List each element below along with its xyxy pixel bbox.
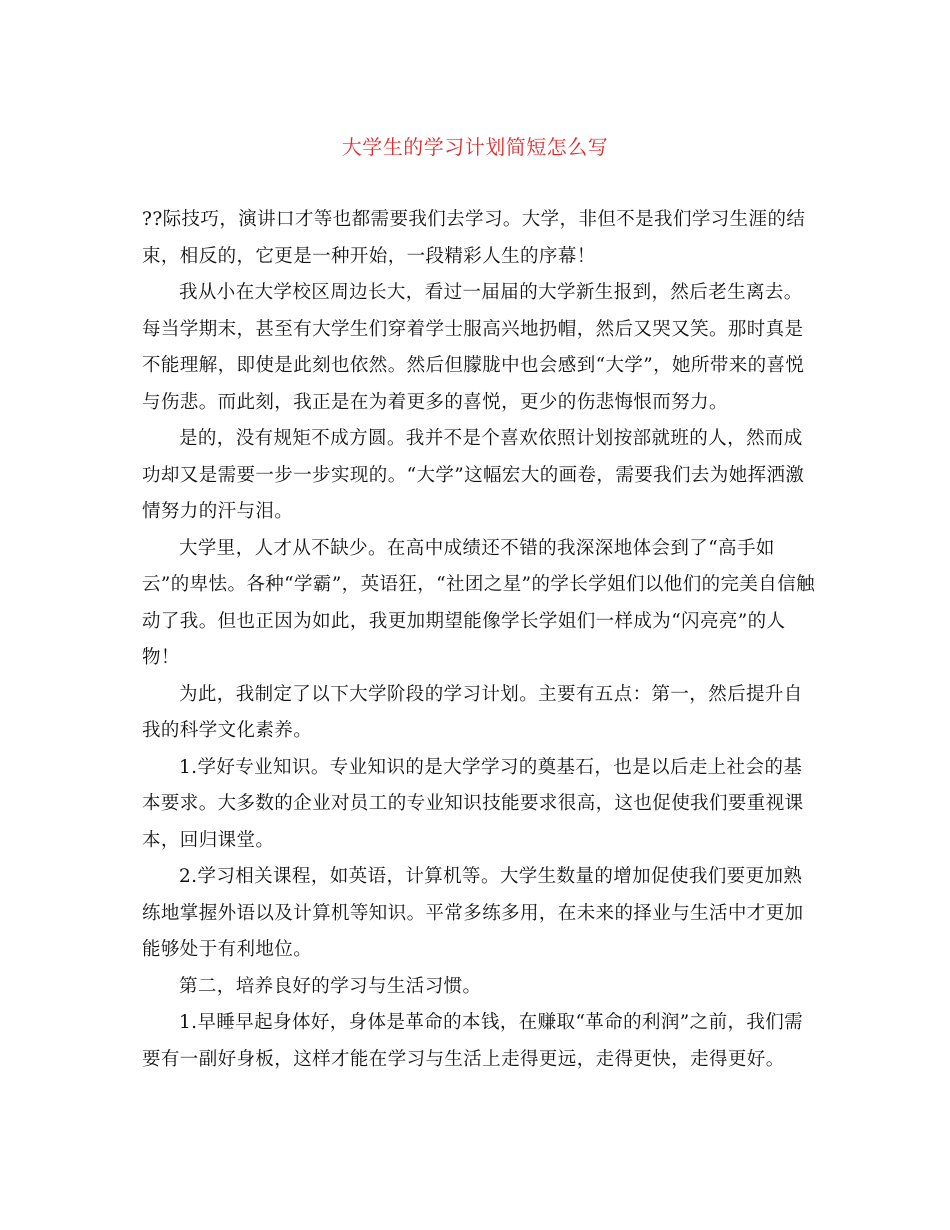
body-line: 1.早睡早起身体好，身体是革命的本钱，在赚取“革命的利润”之前，我们需 xyxy=(179,1012,804,1033)
body-line: 与伤悲。而此刻，我正是在为着更多的喜悦，更少的伤悲悔恨而努力。 xyxy=(142,391,728,413)
body-line: 1.学好专业知识。专业知识的是大学学习的奠基石，也是以后走上社会的基 xyxy=(179,756,803,778)
body-line: 我从小在大学校区周边长大，看过一届届的大学新生报到，然后老生离去。 xyxy=(179,282,803,303)
body-line: 2.学习相关课程，如英语，计算机等。大学生数量的增加促使我们要更加熟 xyxy=(179,866,803,887)
body-line: 物！ xyxy=(142,647,180,668)
body-line: ??际技巧，演讲口才等也都需要我们去学习。大学，非但不是我们学习生涯的结 xyxy=(142,209,806,230)
body-line: 为此，我制定了以下大学阶段的学习计划。主要有五点：第一，然后提升自 xyxy=(179,683,803,705)
body-line: 功却又是需要一步一步实现的。“大学”这幅宏大的画卷，需要我们去为她挥洒激 xyxy=(142,464,805,486)
body-line: 不能理解，即使是此刻也依然。然后但朦胧中也会感到“大学”，她所带来的喜悦 xyxy=(142,355,805,376)
body-line: 大学里，人才从不缺少。在高中成绩还不错的我深深地体会到了“高手如 xyxy=(179,537,775,559)
body-line: 能够处于有利地位。 xyxy=(142,939,313,960)
document-title: 大学生的学习计划简短怎么写 xyxy=(341,135,609,159)
body-line: 本要求。大多数的企业对员工的专业知识技能要求很高，这也促使我们要重视课 xyxy=(142,793,804,814)
body-line: 每当学期末，甚至有大学生们穿着学士服高兴地扔帽，然后又哭又笑。那时真是 xyxy=(142,318,804,340)
body-line: 动了我。但也正因为如此，我更加期望能像学长学姐们一样成为“闪亮亮”的人 xyxy=(142,610,786,632)
body-line: 云”的卑怯。各种“学霸”，英语狂，“社团之星”的学长学姐们以他们的完美自信触 xyxy=(142,574,815,595)
body-line: 束，相反的，它更是一种开始，一段精彩人生的序幕！ xyxy=(142,245,596,267)
body-line: 情努力的汗与泪。 xyxy=(142,501,294,522)
document-body xyxy=(142,202,815,1078)
body-line: 本，回归课堂。 xyxy=(142,829,275,851)
body-line: 练地掌握外语以及计算机等知识。平常多练多用，在未来的择业与生活中才更加 xyxy=(142,902,804,924)
body-line: 要有一副好身板，这样才能在学习与生活上走得更远，走得更快，走得更好。 xyxy=(142,1048,785,1070)
body-line: 是的，没有规矩不成方圆。我并不是个喜欢依照计划按部就班的人，然而成 xyxy=(179,428,803,449)
body-line: 我的科学文化素养。 xyxy=(142,720,313,741)
body-line: 第二，培养良好的学习与生活习惯。 xyxy=(179,975,482,997)
